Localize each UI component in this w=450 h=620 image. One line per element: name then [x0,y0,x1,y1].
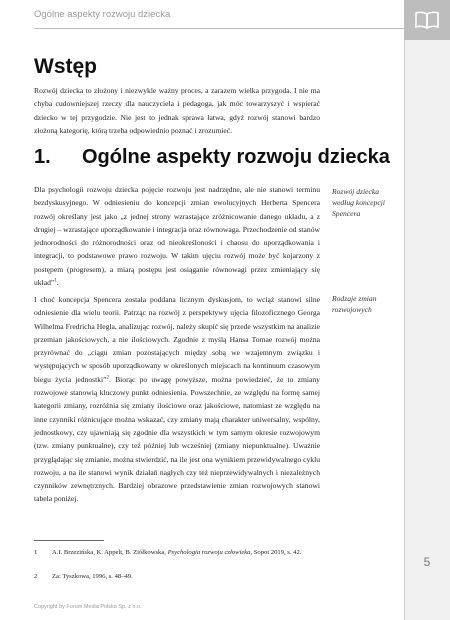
footnote-ref-1[interactable]: 1 [54,278,57,284]
running-header: Ogólne aspekty rozwoju dziecka [34,9,171,20]
right-margin-strip [404,0,450,620]
body-paragraph-1 [34,183,320,289]
paragraph-2-text: I choć koncepcja Spencera została poddana licznym dyskusjom, to wciąż stanowi silne odniesienie dla wielu teorii. Patrząc na rozwój z perspektywy ujęcia filozoficznego Georga Wilhelma Fredricha Hegla, analizując rozwój, należy skupić się przede wszystkim na analizie przemian jakościowych, a nie ilościowych. Zgodnie z myślą Hansa Tomae rozwój można przyrównać do „ciągu zmian pozostających między sobą we wzajemnym związku i występujących w sposób uporządkowany w określonych miejscach na kontinuum czasowym biegu życia jednostki” [34,295,320,384]
intro-heading: Wstęp [34,55,97,78]
footnote-1-mark: 1 [34,549,38,556]
footnote-ref-2[interactable]: 2 [106,375,110,381]
intro-paragraph: Rozwój dziecka to złożony i niezwykle ważny proces, a zarazem wielka przygoda. I nie ma chyba cudowniejszej rzeczy dla nauczyciela i pedagoga, jak móc towarzyszyć i wspierać dziecko w tej przygodzie. Nie jest to jednak sprawa łatwa, gdyż rozwój stanowi bardzo złożoną kategorię, którą trzeba odpowiednio poznać i zrozumieć. [34,86,320,135]
footnote-1-author: A.I. Brzezińska, K. Appelt, B. Ziółkowska, [52,549,168,556]
footnote-divider [34,540,104,541]
footnote-2-mark: 2 [34,573,38,580]
footnote-1 [34,548,334,558]
copyright-notice: Copyright by Forum Media Polska Sp. z o.o. [34,604,142,610]
paragraph-1-text: Dla psychologii rozwoju dziecka pojęcie rozwoju jest nadrzędne, ale nie stanowi terminu bezdyskusyjnego. W odniesieniu do koncepcji zmian ewolucyjnych Herberta Spencera rozwój określany jest jako „z jednej strony wzrastające zróżnicowanie danego układu, a z drugiej – wzrastające uporządkowanie i integracja oraz równowaga. Przechodzenie od stanów jednorodności do różnorodności oraz od nieokreśloności i chaosu do uporządkowania i integracji, to podstawowe prawo rozwoju. W takim ujęciu rozwój może być kojarzony z postępem (progresem), a miarą postępu jest osiąganie równowagi przez zmieniający się układ” [34,185,320,288]
chapter-number: 1. [34,146,51,168]
footnote-1-title: Psychologia rozwoju człowieka [167,549,251,556]
margin-note-change-types: Rodzaje zmian rozwojowych [332,294,377,314]
footnote-1-rest: , Sopot 2019, s. 42. [250,549,302,556]
open-book-icon [414,10,440,30]
margin-note-spencer: Rozwój dziecka według koncepcji Spencera [332,187,385,218]
footnote-2 [34,572,334,582]
paragraph-2-rest: . Biorąc po uwagę powyższe, można powiedzieć, że to zmiany rozwojowe stanowią kluczowy punkt odniesienia. Powszechnie, ze względu na formę samej kategorii zmiany, rozróżnia się zmiany ilościowe oraz jakościowe, natomiast ze względu na inne czynniki różnicujące można wskazać, czy zmiany mają charakter uniwersalny, wspólny, jednostkowy, czy ujawniają się zgodnie dla wszystkich w tym samym okresie rozwojowym (tzw. zmiany punktualne), czy też później lub wcześniej (zmiany niepunktualne). Uważnie przyglądając się zmianie, można stwierdzić, na ile jest ona wynikiem przewidywalnego cyklu rozwoju, a na ile stanowi wynik działań nagłych czy też nieprzewidywalnych i niezależnych czynników zewnętrznych. Bardziej obrazowe przedstawienie zmian rozwojowych stanowi tabela poniżej. [34,374,320,504]
book-icon-box [404,0,450,40]
footnote-2-text: Za: Tyszkowa, 1996, s. 48–49. [52,573,133,580]
body-paragraph-2 [34,293,320,506]
paragraph-1-end: . [56,278,59,288]
chapter-heading [34,146,390,169]
chapter-title: Ogólne aspekty rozwoju dziecka [82,146,390,168]
page-number: 5 [423,555,431,569]
header-divider [34,28,404,29]
